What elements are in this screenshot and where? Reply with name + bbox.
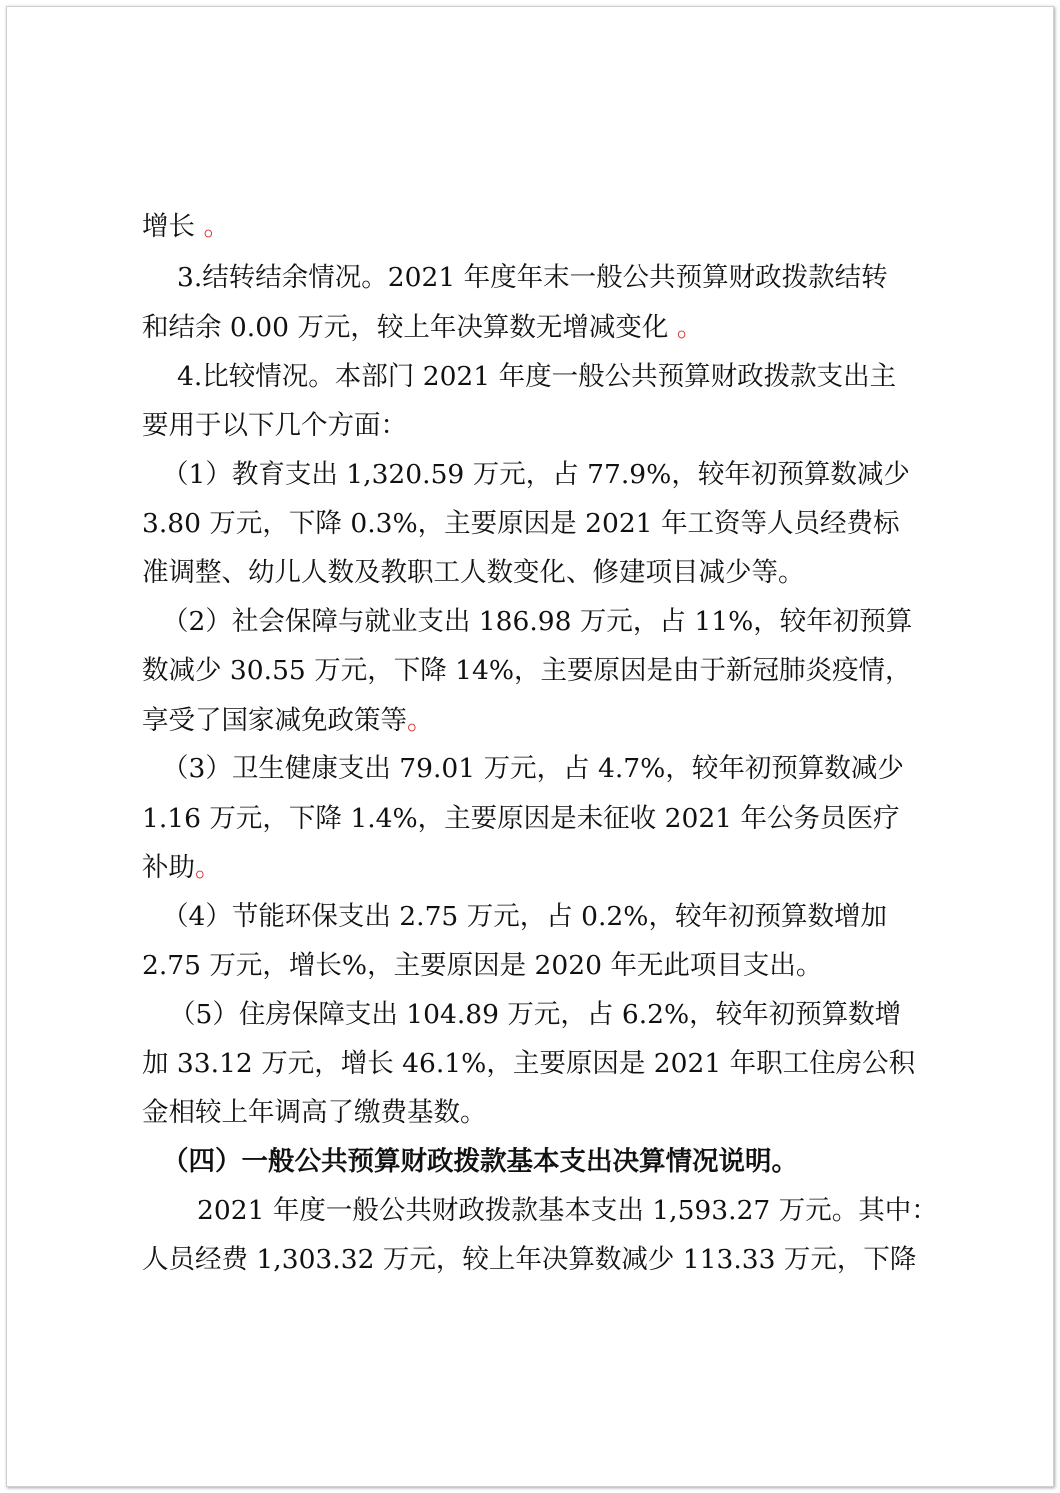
line-21-text: 2021 年度一般公共财政拨款基本支出 1,593.27 万元。其中： [197,1195,938,1226]
text-line-6 [162,458,910,492]
section-heading-4 [162,1145,798,1179]
line-19-text: 金相较上年调高了缴费基数。 [142,1097,487,1128]
line-4-text: 4.比较情况。本部门 2021 年度一般公共预算财政拨款支出主 [177,361,897,392]
text-line-16 [142,949,822,983]
line-9-text: （2）社会保障与就业支出 186.98 万元，占 11%，较年初预算 [162,606,913,637]
line-16-text: 2.75 万元，增长%，主要原因是 2020 年无此项目支出。 [142,950,823,981]
text-line-4 [177,360,896,394]
line-11-text: 享受了国家减免政策等 [142,705,407,736]
text-line-11 [142,704,434,738]
line-8-text: 准调整、幼儿人数及教职工人数变化、修建项目减少等。 [142,557,805,588]
line-6-text: （1）教育支出 1,320.59 万元，占 77.9%，较年初预算数减少 [162,459,910,490]
document-page [6,6,1054,1487]
line-5-text: 要用于以下几个方面： [142,410,407,441]
line-3-text: 和结余 0.00 万元，较上年决算数无增减变化 [142,312,669,343]
line-7-text: 3.80 万元，下降 0.3%，主要原因是 2021 年工资等人员经费标 [142,508,900,539]
text-line-8 [142,556,805,590]
line-15-text: （4）节能环保支出 2.75 万元，占 0.2%，较年初预算数增加 [162,901,887,932]
text-line-5 [142,409,407,443]
line-17-text: （5）住房保障支出 104.89 万元，占 6.2%，较年初预算数增 [169,999,902,1030]
text-line-7 [142,507,899,541]
line-14-red-mark: 。 [195,852,222,883]
text-line-19 [142,1096,487,1130]
text-line-3 [142,311,703,345]
text-line-14 [142,851,222,885]
text-line-10 [142,654,912,688]
line-10-text: 数减少 30.55 万元，下降 14%，主要原因是由于新冠肺炎疫情， [142,655,912,686]
text-line-12 [162,752,904,786]
line-3-red-mark: 。 [676,312,704,343]
line-2-text: 3.结转结余情况。2021 年度年末一般公共预算财政拨款结转 [177,262,888,293]
text-line-15 [162,900,887,934]
line-1-red-mark: 。 [203,211,230,242]
text-line-9 [162,605,912,639]
line-22-text: 人员经费 1,303.32 万元，较上年决算数减少 113.33 万元，下降 [142,1244,917,1275]
text-line-1 [142,210,230,244]
line-1-text: 增长 [142,211,195,242]
text-line-21 [197,1194,938,1228]
line-11-red-mark: 。 [407,705,434,736]
text-line-2 [177,261,888,295]
text-line-18 [142,1047,915,1081]
text-line-17 [169,998,901,1032]
document-body [7,7,1053,1486]
text-line-13 [142,802,899,836]
section-heading-4-text: （四）一般公共预算财政拨款基本支出决算情况说明。 [162,1146,798,1177]
line-14-text: 补助 [142,852,195,883]
text-line-22 [142,1243,916,1277]
line-13-text: 1.16 万元，下降 1.4%，主要原因是未征收 2021 年公务员医疗 [142,803,900,834]
line-18-text: 加 33.12 万元，增长 46.1%，主要原因是 2021 年职工住房公积 [142,1048,916,1079]
line-12-text: （3）卫生健康支出 79.01 万元，占 4.7%，较年初预算数减少 [162,753,904,784]
